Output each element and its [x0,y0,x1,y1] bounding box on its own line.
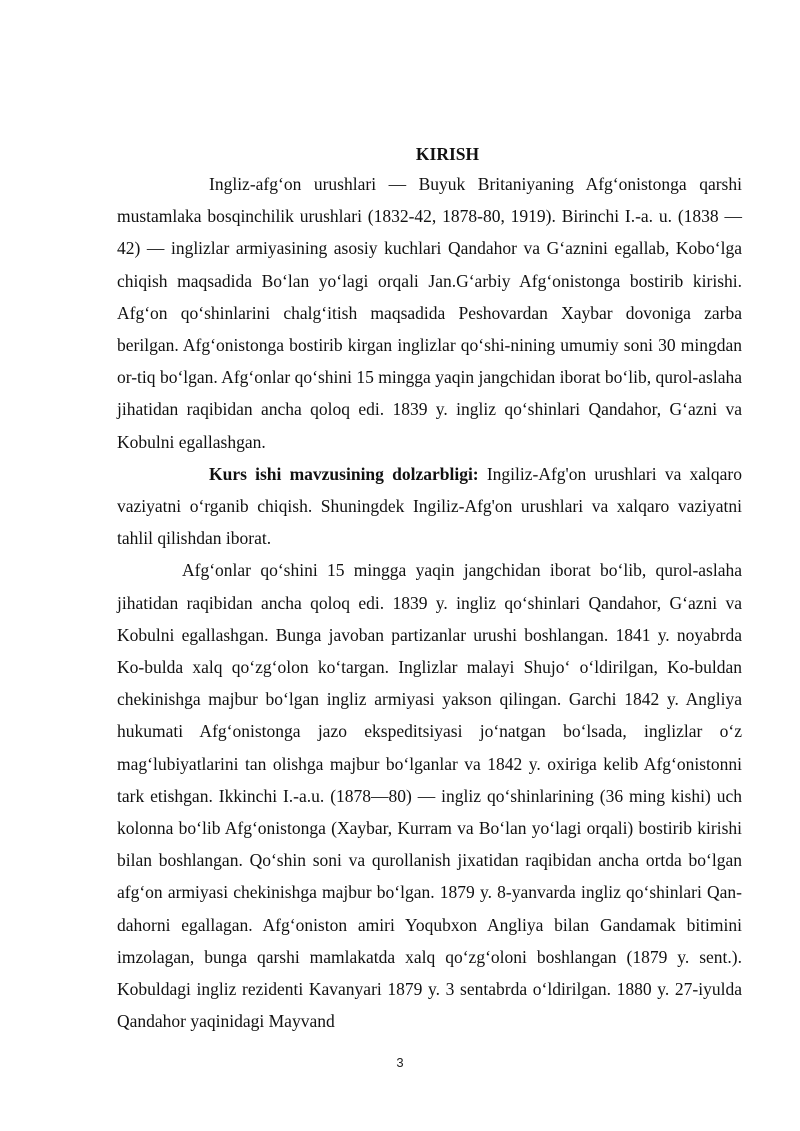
relevance-paragraph [117,458,742,555]
relevance-text: Ingiliz-Afg'on urushlari va xalqaro vaziyatni o‘rganib chiqish. Shuningdek Ingiliz-Afg'on urushlari va xalqaro vaziyatni tahlil qilishdan iborat. [117,463,743,549]
history-paragraph: Afg‘onlar qo‘shini 15 mingga yaqin jangchidan iborat bo‘lib, qurol-aslaha jihatidan raqibidan ancha qoloq edi. 1839 y. ingliz qo‘shinlari Qandahor, G‘azni va Kobulni egallashgan. Bunga javoban partizanlar urushi boshlangan. 1841 y. noyabrda Ko-bulda xalq qo‘zg‘olon ko‘targan. Inglizlar malayi Shujo‘ o‘ldirilgan, Ko-buldan chekinishga majbur bo‘lgan ingliz armiyasi yakson qilingan. Garchi 1842 y. Angliya hukumati Afg‘onistonga jazo ekspeditsiyasi jo‘natgan bo‘lsada, inglizlar o‘z mag‘lubiyatlarini tan olishga majbur bo‘lganlar va 1842 y. oxiriga kelib Afg‘onistonni tark etishgan. Ikkinchi I.-a.u. (1878—80) — ingliz qo‘shinlarining (36 ming kishi) uch kolonna bo‘lib Afg‘onistonga (Xaybar, Kurram va Bo‘lan yo‘lagi orqali) bostirib kirishi bilan boshlangan. Qo‘shin soni va qurollanish jixatidan raqibidan ancha ortda bo‘lgan afg‘on armiyasi chekinishga majbur bo‘lgan. 1879 y. 8-yanvarda ingliz qo‘shinlari Qan-dahorni egallagan. Afg‘oniston amiri Yoqubxon Angliya bilan Gandamak bitimini imzolagan, bunga qarshi mamlakatda xalq qo‘zg‘oloni boshlangan (1879 y. sent.). Kobuldagi ingliz rezidenti Kavanyari 1879 y. 3 sentabrda o‘ldirilgan. 1880 y. 27-iyulda Qandahor yaqinidagi Mayvand [117,560,742,1032]
relevance-label: Kurs ishi mavzusining dolzarbligi: [209,463,479,484]
page-title: KIRISH [415,144,480,164]
page-number: 3 [396,1055,404,1070]
document-page [117,140,742,1037]
intro-paragraph: Ingliz-afg‘on urushlari — Buyuk Britaniyaning Afg‘onistonga qarshi mustamlaka bosqinchilik urushlari (1832-42, 1878-80, 1919). Birinchi I.-a. u. (1838 —42) — inglizlar armiyasining asosiy kuchlari Qandahor va G‘aznini egallab, Kobo‘lga chiqish maqsadida Bo‘lan yo‘lagi orqali Jan.G‘arbiy Afg‘onistonga bostirib kirishi. Afg‘on qo‘shinlarini chalg‘itish maqsadida Peshovardan Xaybar dovoniga zarba berilgan. Afg‘onistonga bostirib kirgan inglizlar qo‘shi-nining umumiy soni 30 mingdan or-tiq bo‘lgan. Afg‘onlar qo‘shini 15 mingga yaqin jangchidan iborat bo‘lib, qurol-aslaha jihatidan raqibidan ancha qoloq edi. 1839 y. ingliz qo‘shinlari Qandahor, G‘azni va Kobulni egallashgan. [117,174,742,452]
